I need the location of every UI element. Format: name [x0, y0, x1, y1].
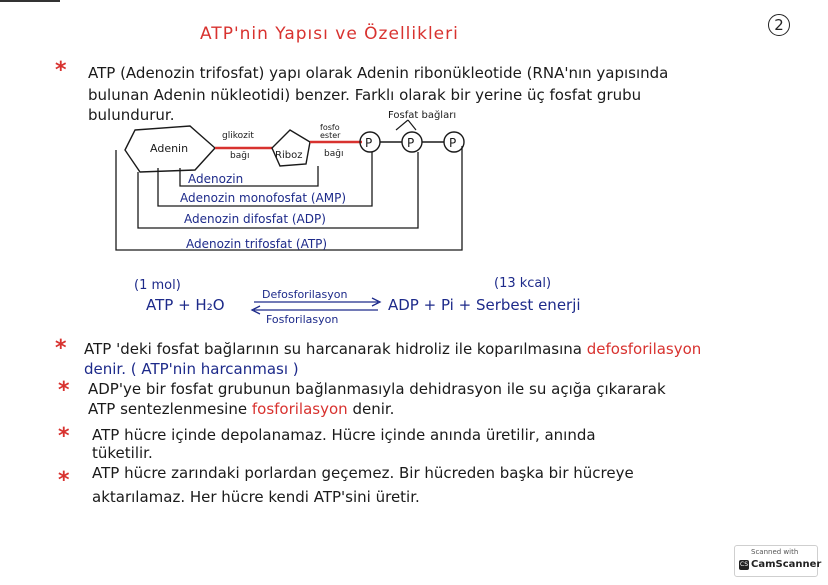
bullet-2-text-a: ADP'ye bir fosfat grubunun bağlanmasıyla dehidrasyon ile su açığa çıkararak [88, 380, 666, 398]
bullet-2-part-b: ATP sentezlenmesine [88, 400, 248, 418]
adp-label: Adenozin difosfat (ADP) [184, 212, 326, 226]
phosphate-3-label: P [449, 136, 457, 150]
reaction-mol: (1 mol) [134, 278, 181, 293]
scanned-with-label: Scanned with [751, 548, 799, 556]
bullet-1-term-defosforilasyon: defosforilasyon [586, 340, 702, 358]
bullet-2-term-fosforilasyon: fosforilasyon [251, 400, 348, 418]
bullet-1-part-a: ATP 'deki fosfat bağlarının su harcanarak hidroliz ile koparılmasına [84, 340, 582, 358]
phosphate-1-label: P [365, 136, 373, 150]
bullet-star-icon: * [58, 378, 70, 403]
adenozin-label: Adenozin [188, 172, 244, 186]
glikozit-label-1: glikozit [222, 131, 254, 141]
bullet-star-icon: * [55, 58, 67, 83]
riboz-label: Riboz [275, 150, 303, 161]
glikozit-label-2: bağı [230, 151, 250, 161]
fosfoester-label-2: ester [320, 131, 341, 140]
bullet-star-icon: * [58, 424, 70, 449]
bullet-4-text-b: aktarılamaz. Her hücre kendi ATP'sini üretir. [92, 488, 420, 506]
fosfoester-label-3: bağı [324, 149, 344, 159]
fosfoester-label-1: fosfo [320, 123, 340, 132]
bullet-4-text-a: ATP hücre zarındaki porlardan geçemez. Bir hücreden başka bir hücreye [92, 464, 634, 482]
bullet-1-text-c: denir. ( ATP'nin harcanması ) [84, 360, 299, 378]
bullet-3-text-b: tüketilir. [92, 444, 153, 462]
phosphate-2-label: P [407, 136, 415, 150]
bullet-star-icon: * [55, 336, 67, 361]
fosfat-baglari-arrows [396, 120, 416, 130]
camscanner-name: CamScanner [751, 559, 822, 570]
intro-line-3: bulundurur. [88, 106, 175, 124]
amp-label: Adenozin monofosfat (AMP) [180, 191, 347, 205]
reaction-forward-label: Defosforilasyon [262, 288, 348, 301]
reaction-left: ATP + H₂O [146, 296, 225, 314]
intro-line-2: bulunan Adenin nükleotidi) benzer. Farklı olarak bir yerine üç fosfat grubu [88, 86, 642, 104]
camscanner-badge [734, 545, 822, 577]
page-number: 2 [768, 14, 790, 36]
adenin-label: Adenin [150, 142, 189, 155]
intro-line-1: ATP (Adenozin trifosfat) yapı olarak Adenin ribonükleotide (RNA'nın yapısında [88, 64, 669, 82]
fosfat-baglari-label: Fosfat bağları [388, 110, 457, 121]
bullet-2-part-d: denir. [352, 400, 395, 418]
bullet-1-text-a [84, 340, 701, 358]
reaction-kcal: (13 kcal) [494, 276, 552, 291]
bullet-star-icon: * [58, 468, 70, 493]
bullet-3-text-a: ATP hücre içinde depolanamaz. Hücre içinde anında üretilir, anında [92, 426, 596, 444]
atp-label: Adenozin trifosfat (ATP) [186, 237, 328, 251]
reaction-right: ADP + Pi + Serbest enerji [388, 296, 581, 314]
camscanner-logo-icon: CS [740, 561, 748, 568]
page-title: ATP'nin Yapısı ve Özellikleri [200, 24, 459, 44]
reaction-backward-label: Fosforilasyon [266, 313, 339, 326]
bullet-2-text-b [88, 400, 394, 418]
